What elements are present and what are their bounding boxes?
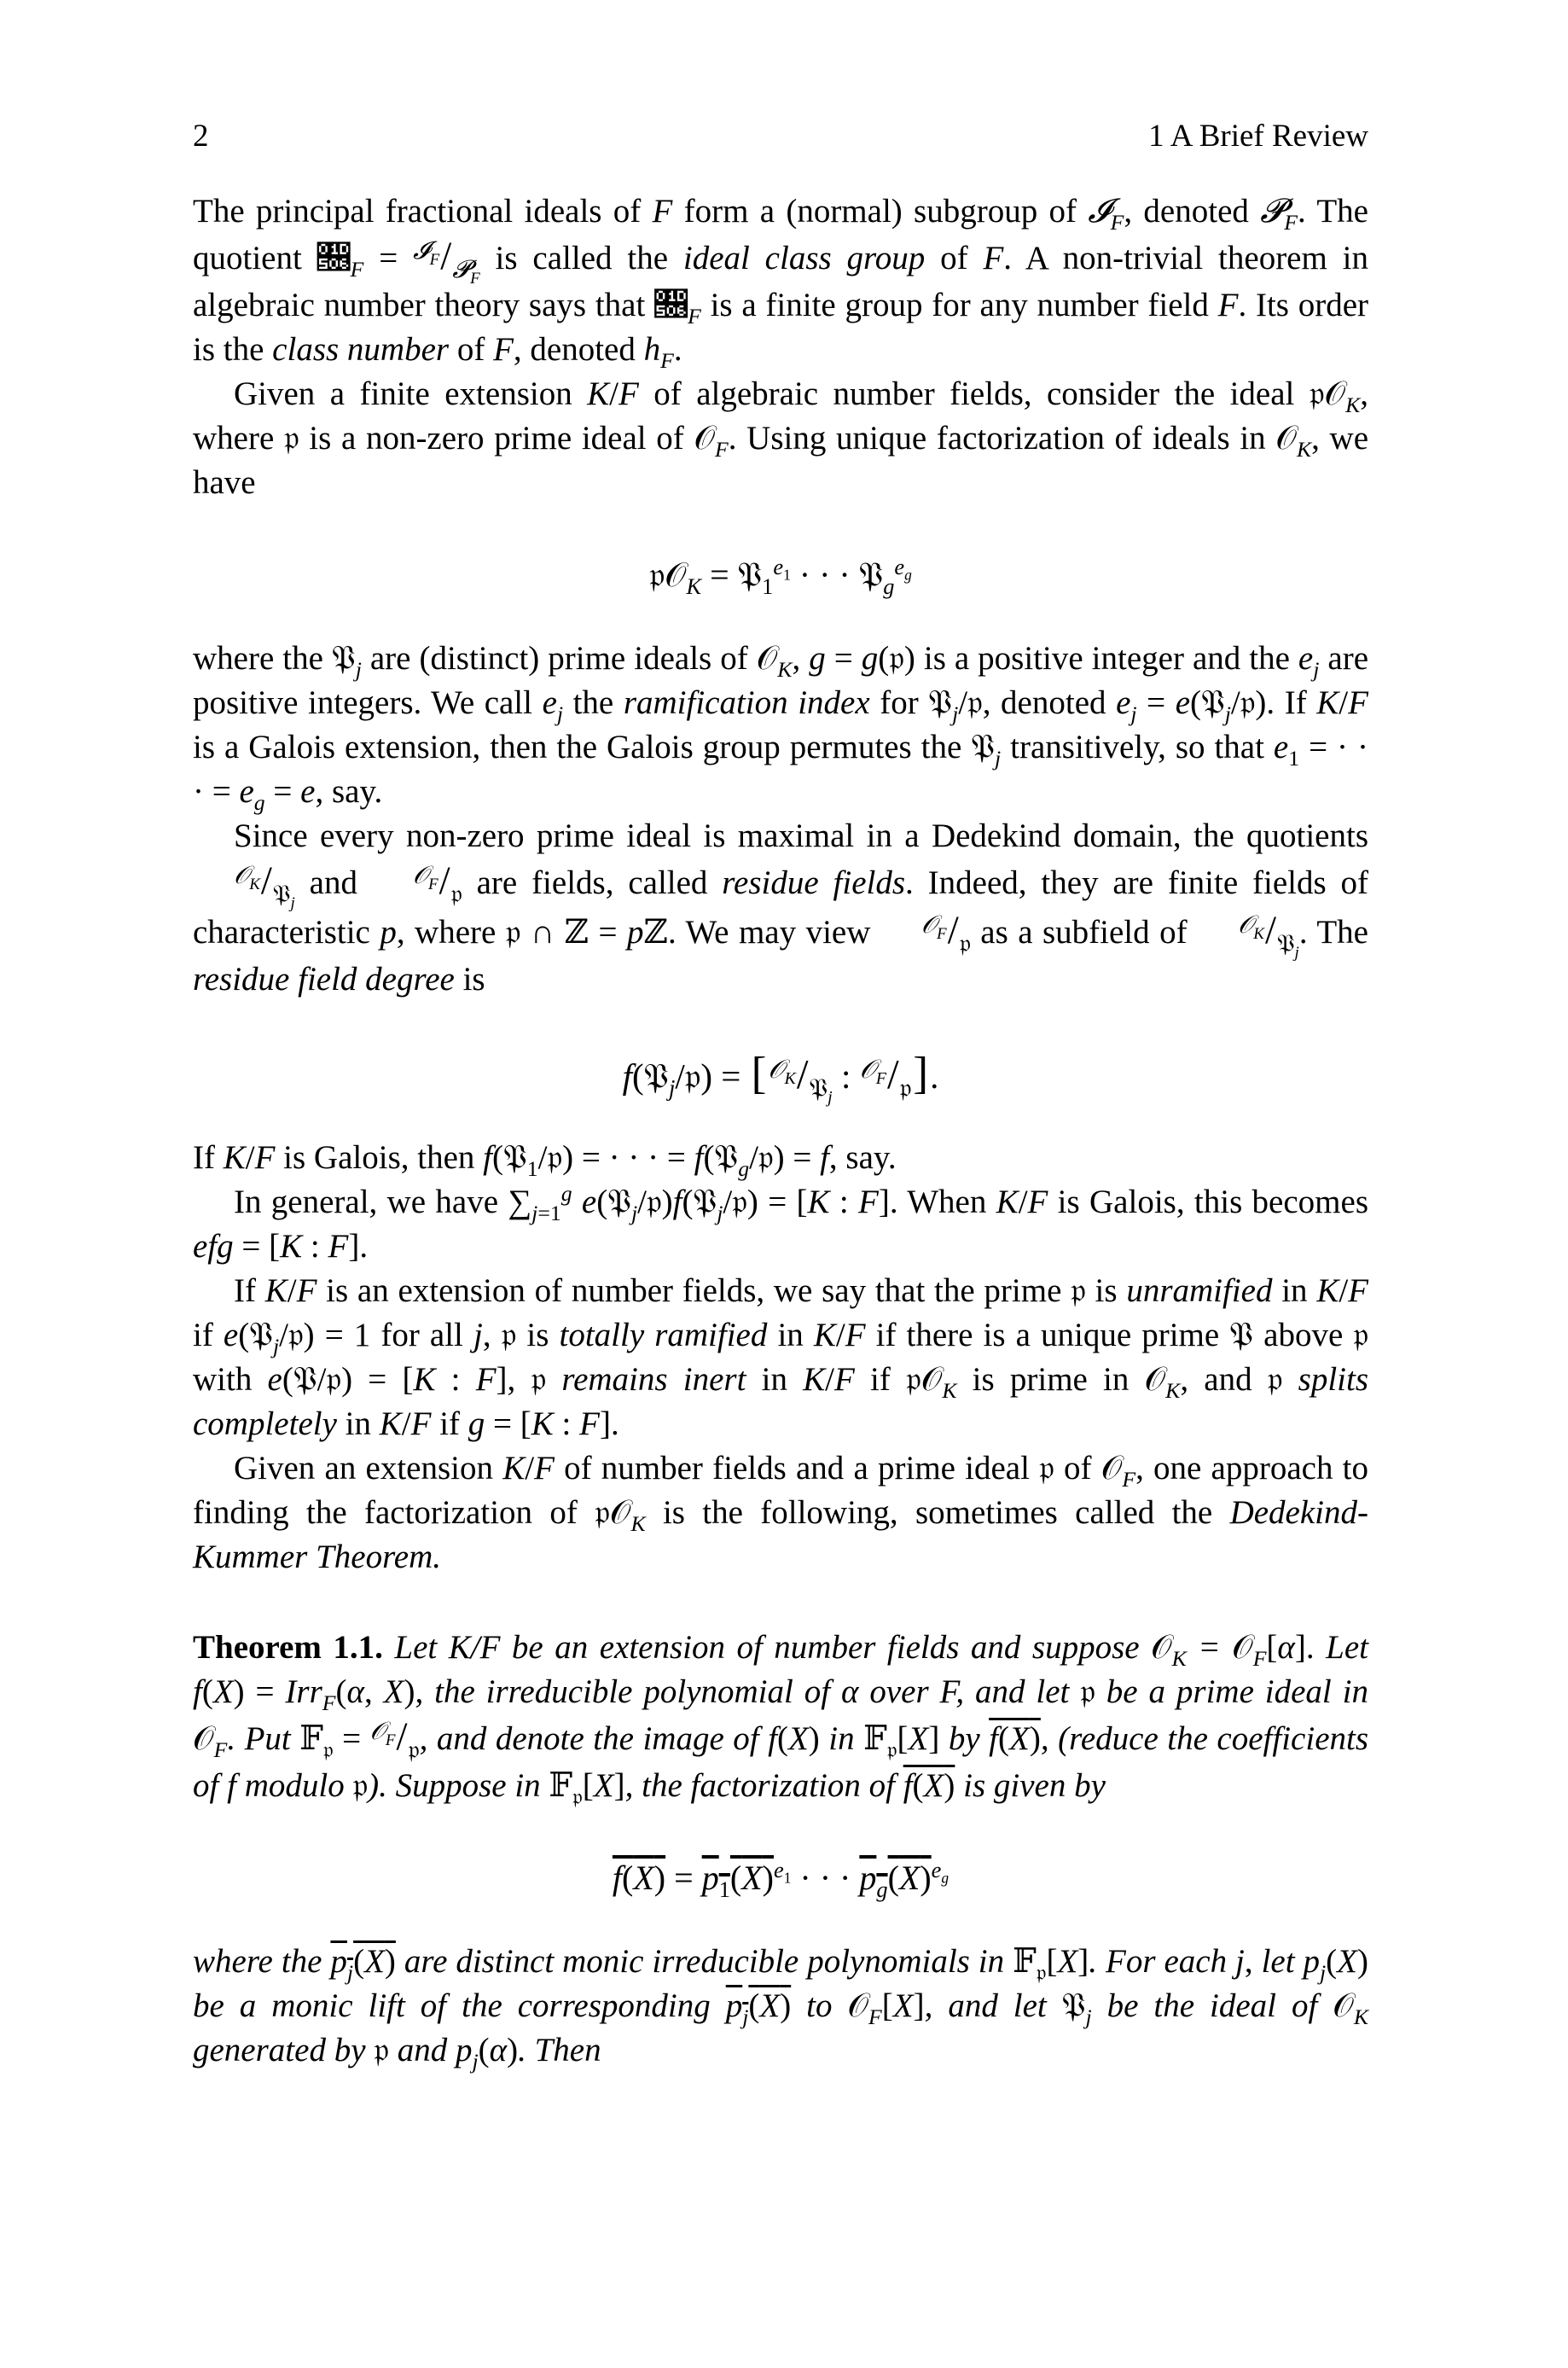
paragraph-ramification: where the 𝔓$_j$ are (distinct) prime ideals of 𝒪$_K$, g = g(𝔭) is a positive integer and the $e_j$ are positive integers. We call $e_j$ the ramification index for 𝔓$_j$/𝔭, denoted $e_j$ = e(𝔓$_j$/𝔭). If K/F is a Galois extension, then the Galois group permutes the 𝔓$_j$ transitively, so that $e_1$ = · · · = $e_g = e$, say. <box>193 640 1368 815</box>
running-title: 1 A Brief Review <box>1148 119 1368 154</box>
paragraph-efg: In general, we have $\sum_{j=1}^g$ e(𝔓$_j$/𝔭)f(𝔓$_j$/𝔭) = [K : F]. When K/F is Galois, this becomes efg = [K : F]. <box>193 1181 1369 1265</box>
paragraph-approach: Given an extension K/F of number fields and a prime ideal 𝔭 of 𝒪$_F$, one approach to finding the factorization of 𝔭𝒪$_K$ is the following, sometimes called the Dedekind-Kummer Theorem. <box>193 1450 1368 1575</box>
running-header <box>193 118 1368 160</box>
paragraph-residue-fields: Since every non-zero prime ideal is maximal in a Dedekind domain, the quotients $^{𝒪_K}/_{𝔓_j}$ and $^{𝒪_F}/_𝔭$ are fields, called residue fields. Indeed, they are finite fields of characteristic p, where 𝔭 ∩ ℤ = pℤ. We may view $^{𝒪_F}/_𝔭$ as a subfield of $^{𝒪_K}/_{𝔓_j}$. The residue field degree is <box>193 817 1369 998</box>
theorem-continuation: where the $p_j(X)$ are distinct monic irreducible polynomials in 𝔽$_𝔭$[X]. For each j, let $p_j(X)$ be a monic lift of the corresponding $p_j(X)$ to 𝒪$_F$[X], and let 𝔓$_j$ be the ideal of 𝒪$_K$ generated by 𝔭 and $p_j(\alpha)$. Then <box>193 1943 1369 2074</box>
paragraph-definitions: If K/F is an extension of number fields, we say that the prime 𝔭 is unramified in K/F if e(𝔓$_j$/𝔭) = 1 for all j, 𝔭 is totally ramified in K/F if there is a unique prime 𝔓 above 𝔭 with e(𝔓/𝔭) = [K : F], 𝔭 remains inert in K/F if 𝔭𝒪$_K$ is prime in 𝒪$_K$, and 𝔭 splits completely in K/F if g = [K : F]. <box>193 1272 1369 1442</box>
paragraph-extension: Given a finite extension K/F of algebraic number fields, consider the ideal 𝔭𝒪$_K$, where 𝔭 is a non-zero prime ideal of 𝒪$_F$. Using unique factorization of ideals in 𝒪$_K$, we have <box>193 375 1368 501</box>
equation-poly-factorization: $f(X) = p_1(X)^{e_1}$ · · · $p_g(X)^{e_g}$ <box>612 1856 950 1902</box>
equation-factorization: 𝔭𝒪$_K$ = 𝔓$_1^{e_1}$ · · · 𝔓$_g^{e_g}$ <box>649 553 912 599</box>
page-number: 2 <box>193 119 209 154</box>
paragraph-class-group: The principal fractional ideals of F form a (normal) subgroup of 𝓘$_F$, denoted 𝓟$_F$. The quotient $𝔆_F = ^{𝓘_F}/_{𝓟_F}$ is called the ideal class group of F. A non-trivial theorem in algebraic number theory says that $𝔆_F$ is a finite group for any number field F. Its order is the class number of F, denoted $h_F$. <box>193 193 1369 373</box>
theorem-label: Theorem 1.1. <box>193 1629 383 1666</box>
page-body <box>193 189 1368 2073</box>
paragraph-galois: If K/F is Galois, then f(𝔓$_1$/𝔭) = · · · = f(𝔓$_g$/𝔭) = f, say. <box>193 1139 897 1181</box>
theorem-1-1: Theorem 1.1. Let K/F be an extension of number fields and suppose 𝒪$_K$ = 𝒪$_F$[α]. Let f(X) = Irr$_F$(α, X), the irreducible polynomial of α over F, and let 𝔭 be a prime ideal in 𝒪$_F$. Put 𝔽$_𝔭$ = $^{𝒪_F}/_𝔭$, and denote the image of f(X) in 𝔽$_𝔭$[X] by f(X), (reduce the coefficients of f modulo 𝔭). Suppose in 𝔽$_𝔭$[X], the factorization of f(X) is given by <box>193 1629 1369 1809</box>
equation-residue-degree: f(𝔓$_j$/𝔭) = [$^{𝒪_K}/_{𝔓_j}$ : $^{𝒪_F}/_𝔭$]. <box>622 1048 939 1108</box>
